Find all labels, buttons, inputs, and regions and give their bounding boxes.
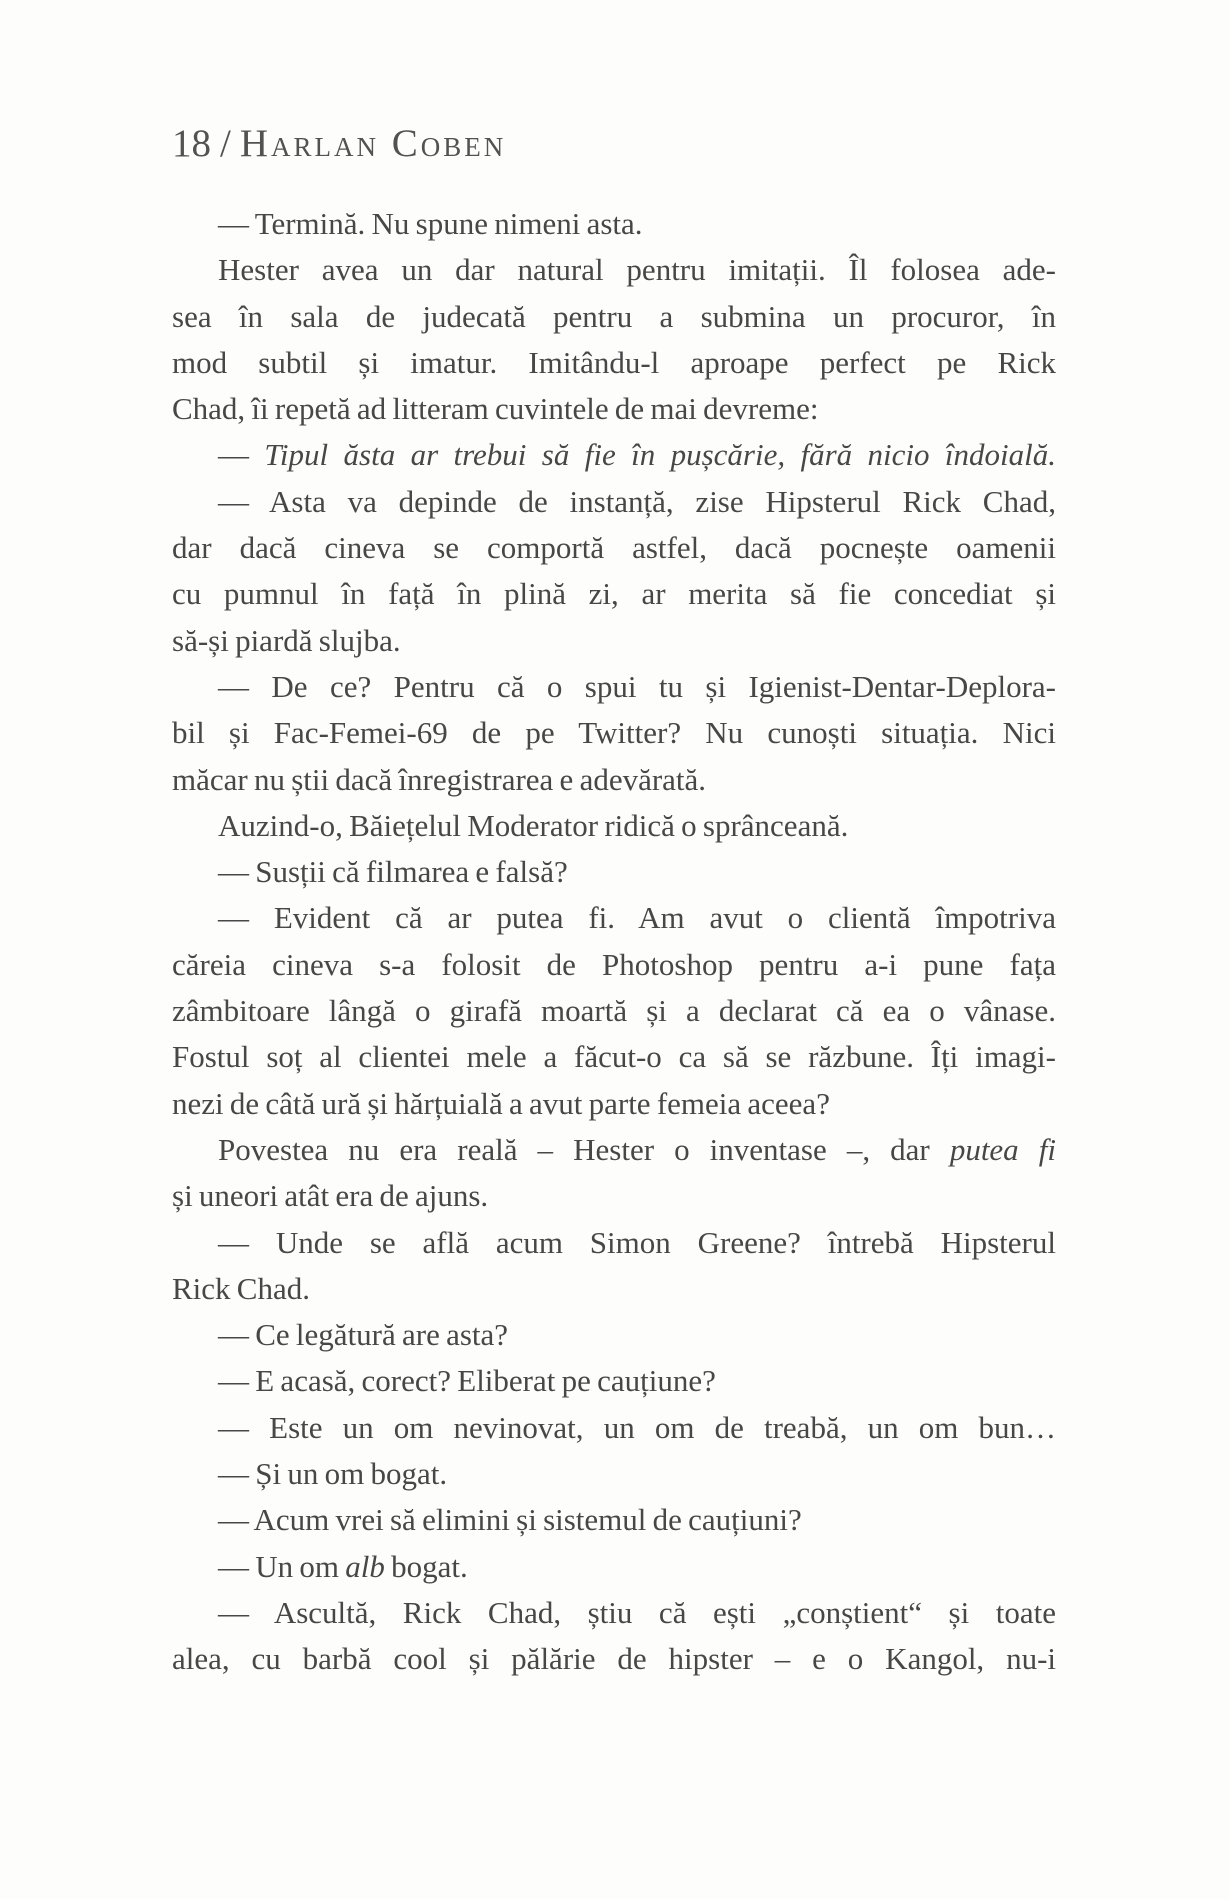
text-segment: Hester avea un dar natural pentru imitații. Îl folosea ade-	[218, 252, 1056, 288]
text-segment: — Ce legătură are asta?	[218, 1317, 509, 1353]
text-line	[172, 1497, 1056, 1543]
text-line	[172, 988, 1056, 1034]
text-line	[172, 895, 1056, 941]
text-segment: sea în sala de judecată pentru a submina un procuror, în	[172, 298, 1056, 334]
text-line	[172, 1358, 1056, 1404]
emphasized-text: putea fi	[949, 1131, 1056, 1167]
text-line	[172, 1544, 1056, 1590]
text-segment: dar dacă cineva se comportă astfel, dacă pocnește oamenii	[172, 530, 1056, 566]
text-segment: Povestea nu era reală – Hester o inventase –, dar	[218, 1131, 950, 1167]
text-segment: Chad, îi repetă ad litteram cuvintele de mai devreme:	[172, 391, 819, 427]
text-line	[172, 618, 1056, 664]
text-segment: Fostul soț al clientei mele a făcut-o ca să se răzbune. Îți imagi-	[172, 1039, 1056, 1075]
text-segment: — Un om	[218, 1548, 346, 1584]
text-segment: — Acum vrei să elimini și sistemul de cauțiuni?	[218, 1502, 802, 1538]
text-line	[172, 294, 1056, 340]
text-block	[172, 201, 1056, 1683]
text-line	[172, 1081, 1056, 1127]
text-segment: și uneori atât era de ajuns.	[172, 1178, 489, 1214]
text-line	[172, 664, 1056, 710]
header-separator: /	[220, 122, 231, 165]
text-line	[172, 1266, 1056, 1312]
text-segment: — Asta va depinde de instanță, zise Hipsterul Rick Chad,	[218, 483, 1056, 519]
text-segment: alea, cu barbă cool și pălărie de hipster – e o Kangol, nu-i	[172, 1641, 1056, 1677]
author-name: Harlan Coben	[239, 122, 507, 165]
text-segment: cu pumnul în față în plină zi, ar merita să fie concediat și	[172, 576, 1056, 612]
text-line	[172, 710, 1056, 756]
text-segment: măcar nu știi dacă înregistrarea e adevărată.	[172, 761, 707, 797]
text-line	[172, 525, 1056, 571]
text-line	[172, 386, 1056, 432]
text-line	[172, 1636, 1056, 1682]
text-line	[172, 1127, 1056, 1173]
text-line	[172, 571, 1056, 617]
text-line	[172, 479, 1056, 525]
text-segment: —	[218, 437, 265, 473]
text-segment: — E acasă, corect? Eliberat pe cauțiune?	[218, 1363, 716, 1399]
text-segment: — Susții că filmarea e falsă?	[218, 854, 568, 890]
text-line	[172, 1590, 1056, 1636]
text-line	[172, 1220, 1056, 1266]
text-line	[172, 201, 1056, 247]
text-line	[172, 432, 1056, 478]
text-segment: bil și Fac-Femei-69 de pe Twitter? Nu cunoști situația. Nici	[172, 715, 1056, 751]
text-segment: — Este un om nevinovat, un om de treabă, un om bun…	[218, 1409, 1056, 1445]
text-segment: — Unde se află acum Simon Greene? întrebă Hipsterul	[218, 1224, 1056, 1260]
text-segment: — Evident că ar putea fi. Am avut o clientă împotriva	[218, 900, 1056, 936]
text-line	[172, 1312, 1056, 1358]
text-line	[172, 1405, 1056, 1451]
text-segment: căreia cineva s-a folosit de Photoshop pentru a-i pune fața	[172, 946, 1056, 982]
text-line	[172, 757, 1056, 803]
text-line	[172, 1451, 1056, 1497]
text-segment: — De ce? Pentru că o spui tu și Igienist-Dentar-Deplora-	[218, 668, 1056, 704]
text-segment: Rick Chad.	[172, 1270, 310, 1306]
page-number: 18	[172, 122, 211, 165]
text-line	[172, 942, 1056, 988]
text-line	[172, 1173, 1056, 1219]
text-segment: — Ascultă, Rick Chad, știu că ești „conștient“ și toate	[218, 1594, 1056, 1630]
emphasized-text: alb	[345, 1548, 385, 1584]
text-segment: nezi de câtă ură și hărțuială a avut parte femeia aceea?	[172, 1085, 830, 1121]
text-line	[172, 849, 1056, 895]
text-segment: să-și piardă slujba.	[172, 622, 401, 658]
text-segment: — Și un om bogat.	[218, 1456, 448, 1492]
text-segment: Auzind-o, Băiețelul Moderator ridică o sprânceană.	[218, 807, 849, 843]
text-segment: zâmbitoare lângă o girafă moartă și a declarat că ea o vânase.	[172, 993, 1056, 1029]
text-line	[172, 340, 1056, 386]
text-segment: — Termină. Nu spune nimeni asta.	[218, 206, 643, 241]
emphasized-text: Tipul ăsta ar trebui să fie în pușcărie, fără nicio îndoială.	[264, 437, 1056, 473]
text-segment: mod subtil și imatur. Imitându-l aproape perfect pe Rick	[172, 344, 1056, 380]
text-line	[172, 247, 1056, 293]
text-segment: bogat.	[384, 1548, 468, 1584]
text-line	[172, 1034, 1056, 1080]
text-line	[172, 803, 1056, 849]
page-header	[172, 121, 506, 166]
